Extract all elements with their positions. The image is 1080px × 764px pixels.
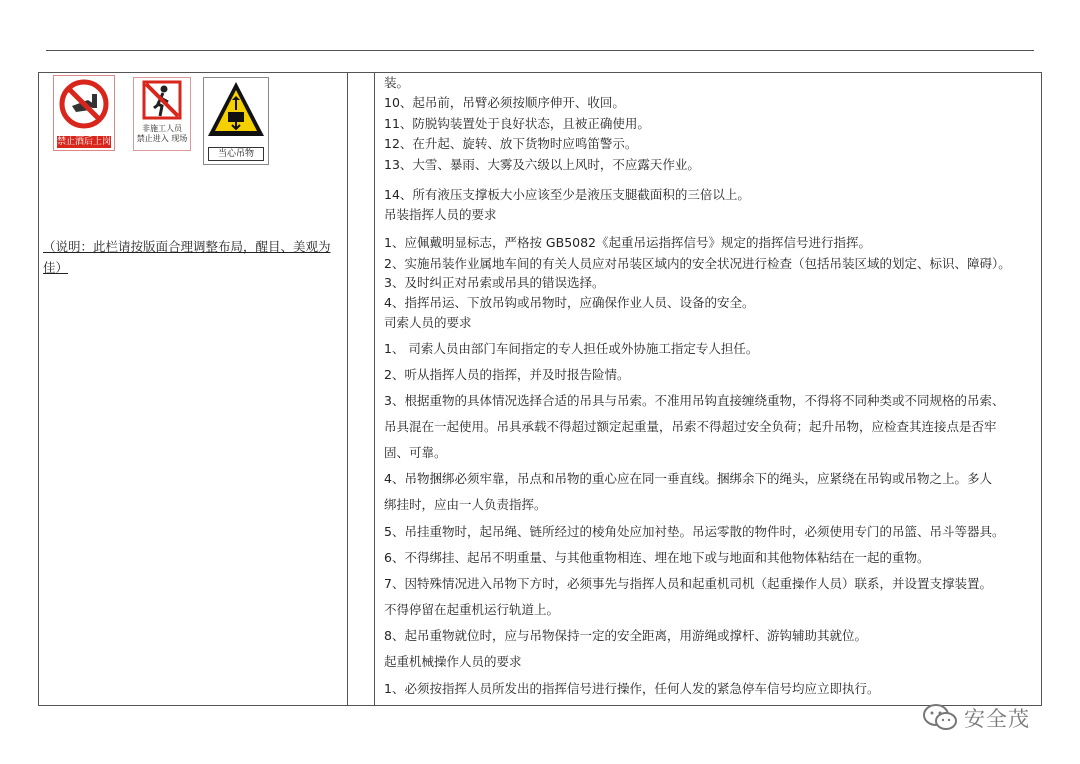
falling-load-label: 当心吊物 bbox=[208, 147, 264, 161]
text-line: 10、起吊前，吊臂必须按顺序伸开、收回。 bbox=[384, 95, 625, 110]
account-watermark bbox=[922, 700, 1030, 736]
text-line: 1、 司索人员由部门车间指定的专人担任或外协施工指定专人担任。 bbox=[384, 341, 759, 356]
text-line: 12、在升起、旋转、放下货物时应鸣笛警示。 bbox=[384, 136, 638, 151]
no-drinking-sign bbox=[53, 75, 115, 151]
falling-load-sign bbox=[203, 77, 269, 165]
section-heading: 吊装指挥人员的要求 bbox=[384, 207, 497, 222]
header-rule bbox=[46, 50, 1034, 51]
text-line: 吊具混在一起使用。吊具承载不得超过额定起重量，吊索不得超过安全负荷；起升吊物，应检查其连接点是否牢 bbox=[384, 419, 997, 434]
text-line: 14、所有液压支撑板大小应该至少是液压支腿截面积的三倍以上。 bbox=[384, 187, 750, 202]
text-line: 2、实施吊装作业属地车间的有关人员应对吊装区域内的安全状况进行检查（包括吊装区域的划定、标识、障碍）。 bbox=[384, 256, 1011, 271]
text-line: 3、根据重物的具体情况选择合适的吊具与吊索。不准用吊钩直接缠绕重物，不得将不同种类或不同规格的吊索、 bbox=[384, 393, 1005, 408]
falling-load-warning-icon bbox=[204, 78, 268, 144]
text-line: 装。 bbox=[384, 75, 410, 90]
watermark-text: 安全茂 bbox=[964, 707, 1030, 731]
wechat-icon bbox=[922, 703, 958, 733]
no-entry-icon bbox=[134, 78, 190, 124]
text-line: 6、不得绑挂、起吊不明重量、与其他重物相连、埋在地下或与地面和其他物体粘结在一起的重物。 bbox=[384, 550, 930, 565]
text-line: 8、起吊重物就位时，应与吊物保持一定的安全距离，用游绳或撑杆、游钩辅助其就位。 bbox=[384, 628, 867, 643]
text-line: 13、大雪、暴雨、大雾及六级以上风时，不应露天作业。 bbox=[384, 157, 700, 172]
text-line: 11、防脱钩装置处于良好状态，且被正确使用。 bbox=[384, 116, 650, 131]
layout-note: （说明：此栏请按版面合理调整布局，醒目、美观为佳） bbox=[43, 239, 331, 275]
text-line: 7、因特殊情况进入吊物下方时，必须事先与指挥人员和起重机司机（起重操作人员）联系，并设置支撑装置。 bbox=[384, 576, 992, 591]
text-line: 3、及时纠正对吊索或吊具的错误选择。 bbox=[384, 275, 605, 290]
no-drinking-label: 禁止酒后上岗 bbox=[57, 137, 112, 147]
column-divider bbox=[347, 73, 348, 705]
text-line: 5、吊挂重物时，起吊绳、链所经过的棱角处应加衬垫。吊运零散的物件时，必须使用专门的吊篮、吊斗等器具。 bbox=[384, 524, 1005, 539]
column-divider bbox=[374, 73, 375, 705]
text-line: 1、必须按指挥人员所发出的指挥信号进行操作，任何人发的紧急停车信号均应立即执行。 bbox=[384, 681, 880, 696]
text-line: 4、吊物捆绑必须牢靠，吊点和吊物的重心应在同一垂直线。捆绑余下的绳头，应紧绕在吊钩或吊物之上。多人 bbox=[384, 471, 992, 486]
no-entry-sign bbox=[133, 77, 191, 151]
text-line: 1、应佩戴明显标志，严格按 GB5082《起重吊运指挥信号》规定的指挥信号进行指挥。 bbox=[384, 235, 872, 250]
text-line: 固、可靠。 bbox=[384, 445, 447, 460]
no-drinking-icon bbox=[54, 76, 114, 134]
no-entry-label-line2: 禁止进入 现场 bbox=[136, 134, 188, 143]
section-heading: 司索人员的要求 bbox=[384, 315, 472, 330]
text-line: 不得停留在起重机运行轨道上。 bbox=[384, 602, 560, 617]
text-line: 绑挂时，应由一人负责指挥。 bbox=[384, 497, 547, 512]
content-table bbox=[38, 72, 1042, 706]
text-line: 2、听从指挥人员的指挥，并及时报告险情。 bbox=[384, 367, 630, 382]
section-heading: 起重机械操作人员的要求 bbox=[384, 654, 522, 669]
text-line: 4、指挥吊运、下放吊钩或吊物时，应确保作业人员、设备的安全。 bbox=[384, 295, 755, 310]
no-entry-label-line1: 非施工人员 bbox=[142, 124, 182, 133]
